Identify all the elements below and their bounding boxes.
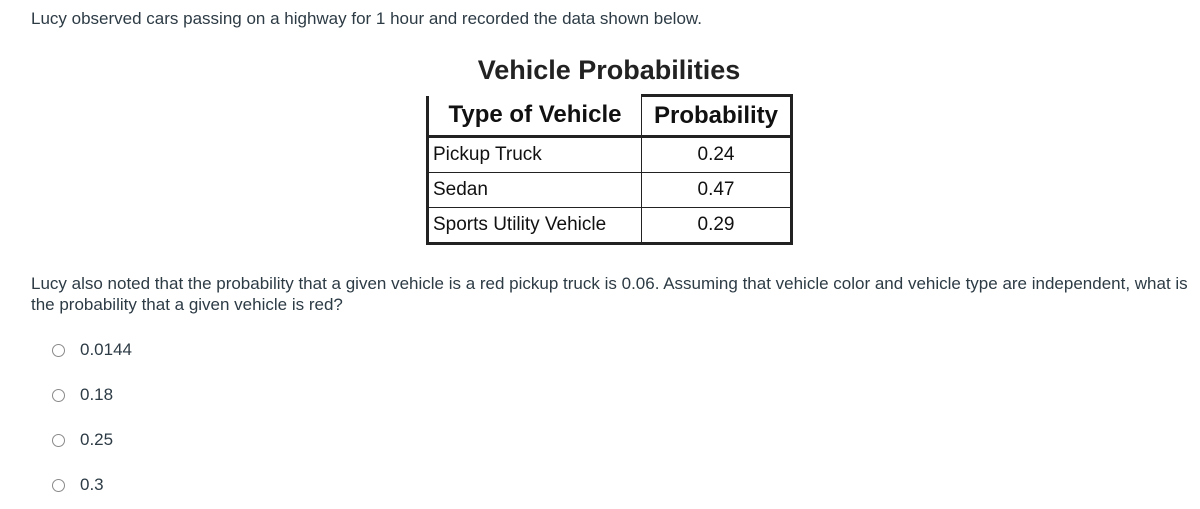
answer-option-4[interactable]	[52, 475, 104, 495]
answer-option-3[interactable]	[52, 430, 113, 450]
intro-text: Lucy observed cars passing on a highway for 1 hour and recorded the data shown below.	[31, 9, 702, 28]
radio-button[interactable]	[52, 389, 65, 402]
table-row	[428, 208, 792, 244]
option-label: 0.0144	[80, 340, 132, 359]
cell-probability: 0.29	[642, 208, 792, 244]
radio-button[interactable]	[52, 344, 65, 357]
cell-probability: 0.24	[642, 137, 792, 173]
radio-button[interactable]	[52, 434, 65, 447]
table-row	[428, 173, 792, 208]
option-label: 0.3	[80, 475, 104, 494]
header-type-of-vehicle: Type of Vehicle	[428, 96, 642, 137]
cell-vehicle-type: Pickup Truck	[428, 137, 642, 173]
radio-button[interactable]	[52, 479, 65, 492]
table-row	[428, 137, 792, 173]
table-header-row	[428, 96, 792, 137]
cell-vehicle-type: Sports Utility Vehicle	[428, 208, 642, 244]
vehicle-probabilities-table	[426, 94, 793, 245]
option-label: 0.18	[80, 385, 114, 404]
option-label: 0.25	[80, 430, 114, 449]
answer-option-1[interactable]	[52, 340, 132, 360]
answer-option-2[interactable]	[52, 385, 113, 405]
cell-vehicle-type: Sedan	[428, 173, 642, 208]
cell-probability: 0.47	[642, 173, 792, 208]
question-text: Lucy also noted that the probability that a given vehicle is a red pickup truck is 0.06. Assuming that vehicle color and vehicle type are independent, what is the probability that a given vehicle is red?	[31, 274, 1188, 314]
table-title: Vehicle Probabilities	[477, 55, 741, 85]
header-probability: Probability	[642, 96, 792, 137]
